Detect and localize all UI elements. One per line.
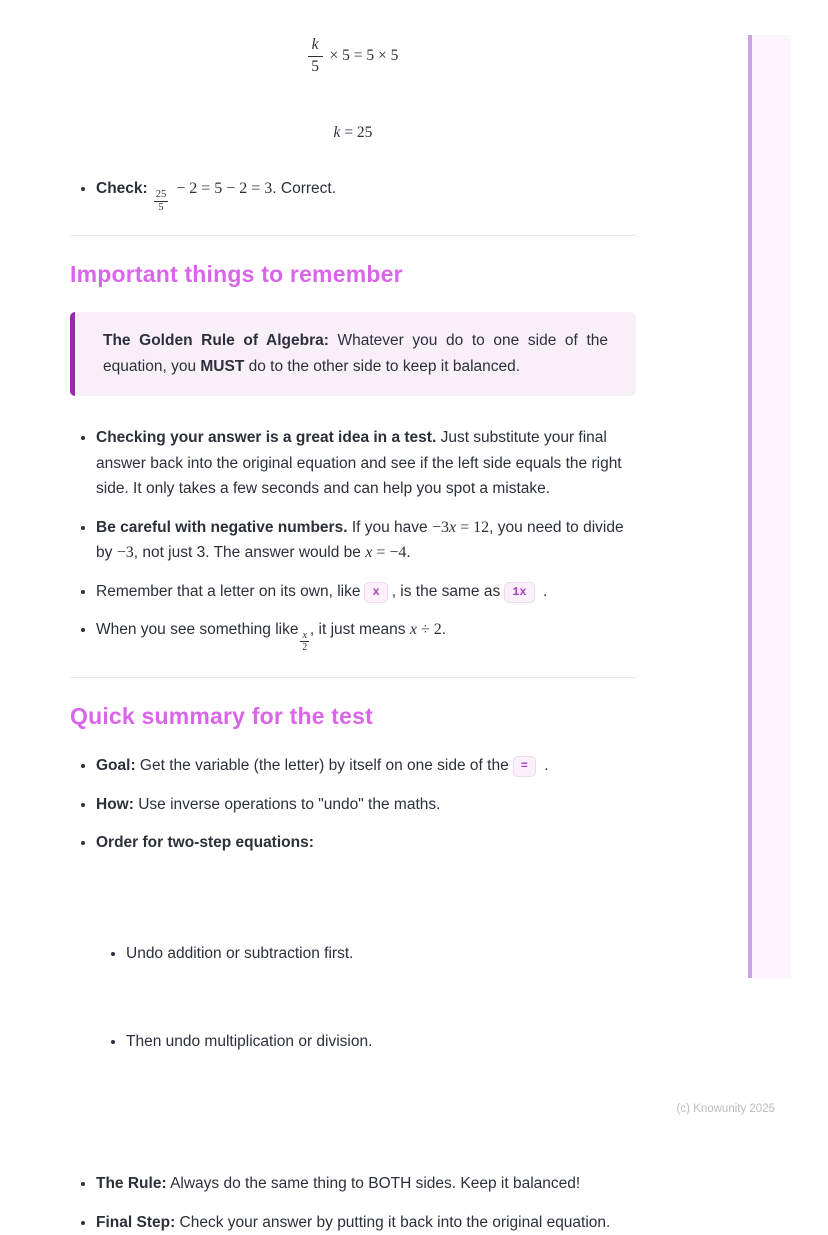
bullet-final-step: • Final Step: Check your answer by putting it back into the original equation. [96,1210,636,1235]
fraction-25-over-5: $\frac{25}{5}$ [155,189,167,213]
quick-summary-list [70,753,636,1235]
bullet-order: • Order for two-step equations: • Undo addition or subtraction first. • Then undo multiplication or division. [96,830,636,1158]
document-content [70,0,636,1235]
math-minus-3x: −3x = 12 [431,518,490,536]
inline-code-equals: = [513,756,536,777]
bullet-checking-answer: • Checking your answer is a great idea in a test. Just substitute your final answer back into the original equation and see if the left side equals the right side. It only takes a few seconds and can help you spot a mistake. [96,425,636,502]
order-sub-list [96,890,636,1105]
math-x-divided-2: x ÷ 2 [409,621,442,639]
bullet-how: • How: Use inverse operations to "undo" the maths. [96,792,636,818]
section-heading-important: Important things to remember [70,261,403,288]
page-footer-copyright: (c) Knowunity 2025 [676,1103,775,1115]
next-page-edge [748,35,791,978]
golden-rule-text: The Golden Rule of Algebra: Whatever you do to one side of the equation, you MUST do to the other side to keep it balanced. [103,332,613,376]
check-list [70,176,636,213]
bullet-the-rule: • The Rule: Always do the same thing to BOTH sides. Keep it balanced! [96,1171,636,1197]
display-equation-result: k = 25 [333,124,373,142]
check-bullet: • Check: $\frac{25}{5}$ − 2 = 5 − 2 = 3. Correct. [96,176,636,213]
bullet-fraction-meaning: • When you see something like $\frac{x}{2}$ , it just means x ÷ 2. [96,617,636,653]
golden-rule-callout [70,312,636,396]
section-divider [70,235,636,236]
fraction-k-over-5: $\frac{k}{5}$ [308,36,323,76]
check-math: − 2 = 5 − 2 = 3 [172,180,273,198]
check-label: Check: [96,180,148,198]
math-x-equals-minus-4: x = −4 [365,544,407,562]
equation-rhs: × 5 = 5 × 5 [329,47,399,65]
display-equation-solve-step [70,36,636,76]
math-minus-3: −3 [116,544,134,562]
fraction-x-over-2: $\frac{x}{2}$ [302,630,308,654]
inline-code-x: x [364,582,387,603]
sub-bullet-undo-multiplication: • Then undo multiplication or division. [126,1029,636,1055]
section-divider [70,677,636,678]
inline-code-1x: 1x [504,582,534,603]
important-things-list [70,425,636,653]
bullet-negative-numbers: • Be careful with negative numbers. If you have −3x = 12, you need to divide by −3, not just 3. The answer would be x = −4. [96,515,636,566]
section-heading-summary: Quick summary for the test [70,703,374,730]
bullet-goal: • Goal: Get the variable (the letter) by itself on one side of the = . [96,753,636,779]
bullet-letter-on-own: • Remember that a letter on its own, like x , is the same as 1x . [96,579,636,605]
sub-bullet-undo-addition: • Undo addition or subtraction first. [126,941,636,967]
